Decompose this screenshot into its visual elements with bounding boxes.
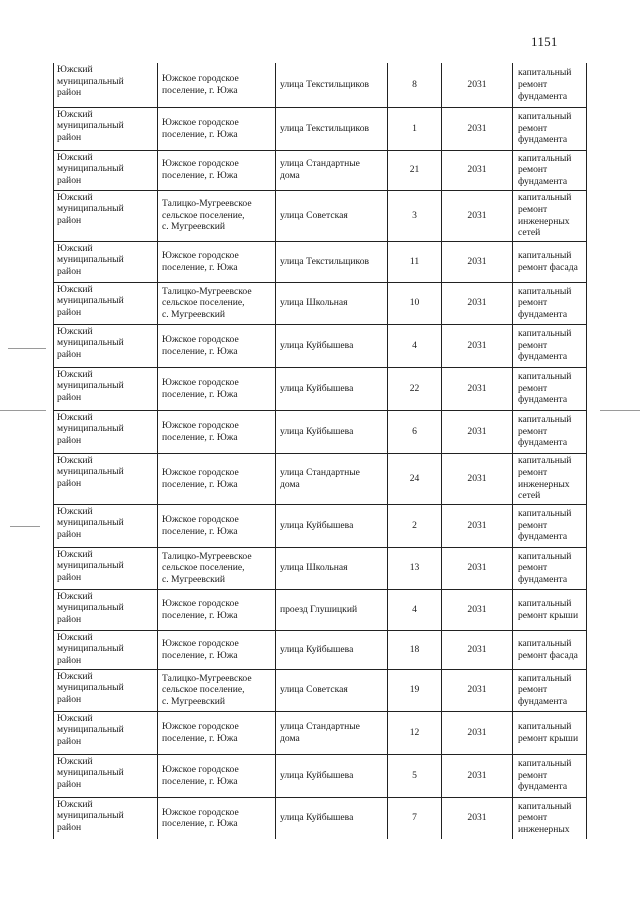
district-cell: Южский муниципальный район [54, 150, 158, 190]
settlement-cell: Талицко-Мугреевское сельское поселение, с. Мугреевский [158, 282, 276, 324]
table-row [54, 797, 587, 839]
table-row [54, 150, 587, 190]
street-cell: улица Школьная [276, 282, 388, 324]
year-cell: 2031 [442, 711, 513, 754]
street-cell: улица Стандартные дома [276, 453, 388, 504]
district-cell: Южский муниципальный район [54, 754, 158, 797]
work-type-cell: капитальный ремонт фундамента [513, 547, 587, 589]
house-number-cell: 8 [388, 63, 442, 107]
settlement-cell: Южское городское поселение, г. Южа [158, 797, 276, 839]
table-row [54, 190, 587, 241]
table-row [54, 410, 587, 453]
table-row [54, 367, 587, 410]
house-number-cell: 3 [388, 190, 442, 241]
house-number-cell: 6 [388, 410, 442, 453]
district-cell: Южский муниципальный район [54, 630, 158, 669]
settlement-cell: Южское городское поселение, г. Южа [158, 754, 276, 797]
street-cell: улица Стандартные дома [276, 711, 388, 754]
settlement-cell: Южское городское поселение, г. Южа [158, 150, 276, 190]
house-number-cell: 19 [388, 669, 442, 711]
house-number-cell: 22 [388, 367, 442, 410]
house-number-cell: 7 [388, 797, 442, 839]
work-type-cell: капитальный ремонт фундамента [513, 324, 587, 367]
district-cell: Южский муниципальный район [54, 190, 158, 241]
year-cell: 2031 [442, 63, 513, 107]
settlement-cell: Южское городское поселение, г. Южа [158, 241, 276, 282]
table-row [54, 453, 587, 504]
district-cell: Южский муниципальный район [54, 797, 158, 839]
work-type-cell: капитальный ремонт фасада [513, 630, 587, 669]
table-row [54, 63, 587, 107]
scan-artifact-left-3 [10, 526, 40, 527]
year-cell: 2031 [442, 282, 513, 324]
district-cell: Южский муниципальный район [54, 324, 158, 367]
district-cell: Южский муниципальный район [54, 410, 158, 453]
house-number-cell: 18 [388, 630, 442, 669]
table-row [54, 711, 587, 754]
house-number-cell: 4 [388, 589, 442, 630]
settlement-cell: Талицко-Мугреевское сельское поселение, с. Мугреевский [158, 669, 276, 711]
scan-artifact-left-2 [0, 410, 46, 411]
district-cell: Южский муниципальный район [54, 589, 158, 630]
street-cell: улица Текстильщиков [276, 107, 388, 150]
settlement-cell: Южское городское поселение, г. Южа [158, 504, 276, 547]
house-number-cell: 5 [388, 754, 442, 797]
house-number-cell: 12 [388, 711, 442, 754]
work-type-cell: капитальный ремонт фундамента [513, 63, 587, 107]
year-cell: 2031 [442, 241, 513, 282]
street-cell: улица Куйбышева [276, 630, 388, 669]
table-body [54, 63, 587, 839]
settlement-cell: Южское городское поселение, г. Южа [158, 410, 276, 453]
work-type-cell: капитальный ремонт фундамента [513, 150, 587, 190]
year-cell: 2031 [442, 797, 513, 839]
district-cell: Южский муниципальный район [54, 63, 158, 107]
street-cell: улица Куйбышева [276, 504, 388, 547]
street-cell: улица Куйбышева [276, 367, 388, 410]
work-type-cell: капитальный ремонт фасада [513, 241, 587, 282]
street-cell: улица Текстильщиков [276, 63, 388, 107]
housing-repair-table [53, 63, 587, 839]
work-type-cell: капитальный ремонт фундамента [513, 754, 587, 797]
table-row [54, 630, 587, 669]
scan-artifact-left-1 [8, 348, 46, 349]
street-cell: улица Куйбышева [276, 797, 388, 839]
settlement-cell: Южское городское поселение, г. Южа [158, 589, 276, 630]
work-type-cell: капитальный ремонт фундамента [513, 669, 587, 711]
year-cell: 2031 [442, 190, 513, 241]
settlement-cell: Талицко-Мугреевское сельское поселение, с. Мугреевский [158, 190, 276, 241]
work-type-cell: капитальный ремонт крыши [513, 711, 587, 754]
district-cell: Южский муниципальный район [54, 282, 158, 324]
year-cell: 2031 [442, 410, 513, 453]
year-cell: 2031 [442, 630, 513, 669]
year-cell: 2031 [442, 453, 513, 504]
street-cell: улица Советская [276, 669, 388, 711]
settlement-cell: Южское городское поселение, г. Южа [158, 630, 276, 669]
street-cell: улица Текстильщиков [276, 241, 388, 282]
house-number-cell: 24 [388, 453, 442, 504]
street-cell: улица Куйбышева [276, 754, 388, 797]
work-type-cell: капитальный ремонт фундамента [513, 107, 587, 150]
settlement-cell: Южское городское поселение, г. Южа [158, 367, 276, 410]
house-number-cell: 11 [388, 241, 442, 282]
table-row [54, 107, 587, 150]
settlement-cell: Южское городское поселение, г. Южа [158, 711, 276, 754]
settlement-cell: Талицко-Мугреевское сельское поселение, с. Мугреевский [158, 547, 276, 589]
district-cell: Южский муниципальный район [54, 504, 158, 547]
work-type-cell: капитальный ремонт фундамента [513, 504, 587, 547]
work-type-cell: капитальный ремонт крыши [513, 589, 587, 630]
house-number-cell: 13 [388, 547, 442, 589]
page-number: 1151 [531, 34, 558, 49]
settlement-cell: Южское городское поселение, г. Южа [158, 324, 276, 367]
year-cell: 2031 [442, 669, 513, 711]
year-cell: 2031 [442, 547, 513, 589]
work-type-cell: капитальный ремонт инженерных сетей [513, 453, 587, 504]
settlement-cell: Южское городское поселение, г. Южа [158, 63, 276, 107]
house-number-cell: 21 [388, 150, 442, 190]
house-number-cell: 10 [388, 282, 442, 324]
work-type-cell: капитальный ремонт фундамента [513, 367, 587, 410]
work-type-cell: капитальный ремонт фундамента [513, 410, 587, 453]
settlement-cell: Южское городское поселение, г. Южа [158, 107, 276, 150]
district-cell: Южский муниципальный район [54, 241, 158, 282]
house-number-cell: 2 [388, 504, 442, 547]
street-cell: улица Школьная [276, 547, 388, 589]
year-cell: 2031 [442, 589, 513, 630]
district-cell: Южский муниципальный район [54, 669, 158, 711]
work-type-cell: капитальный ремонт фундамента [513, 282, 587, 324]
district-cell: Южский муниципальный район [54, 453, 158, 504]
table-row [54, 669, 587, 711]
district-cell: Южский муниципальный район [54, 367, 158, 410]
street-cell: улица Куйбышева [276, 410, 388, 453]
year-cell: 2031 [442, 324, 513, 367]
year-cell: 2031 [442, 150, 513, 190]
district-cell: Южский муниципальный район [54, 711, 158, 754]
table-row [54, 589, 587, 630]
table-row [54, 547, 587, 589]
table-row [54, 504, 587, 547]
year-cell: 2031 [442, 367, 513, 410]
table-row [54, 754, 587, 797]
street-cell: улица Стандартные дома [276, 150, 388, 190]
scan-artifact-right-1 [600, 410, 640, 411]
district-cell: Южский муниципальный район [54, 107, 158, 150]
work-type-cell: капитальный ремонт инженерных [513, 797, 587, 839]
house-number-cell: 4 [388, 324, 442, 367]
district-cell: Южский муниципальный район [54, 547, 158, 589]
street-cell: проезд Глушицкий [276, 589, 388, 630]
street-cell: улица Советская [276, 190, 388, 241]
house-number-cell: 1 [388, 107, 442, 150]
work-type-cell: капитальный ремонт инженерных сетей [513, 190, 587, 241]
year-cell: 2031 [442, 754, 513, 797]
year-cell: 2031 [442, 107, 513, 150]
table-row [54, 241, 587, 282]
table-row [54, 324, 587, 367]
settlement-cell: Южское городское поселение, г. Южа [158, 453, 276, 504]
table-row [54, 282, 587, 324]
street-cell: улица Куйбышева [276, 324, 388, 367]
year-cell: 2031 [442, 504, 513, 547]
